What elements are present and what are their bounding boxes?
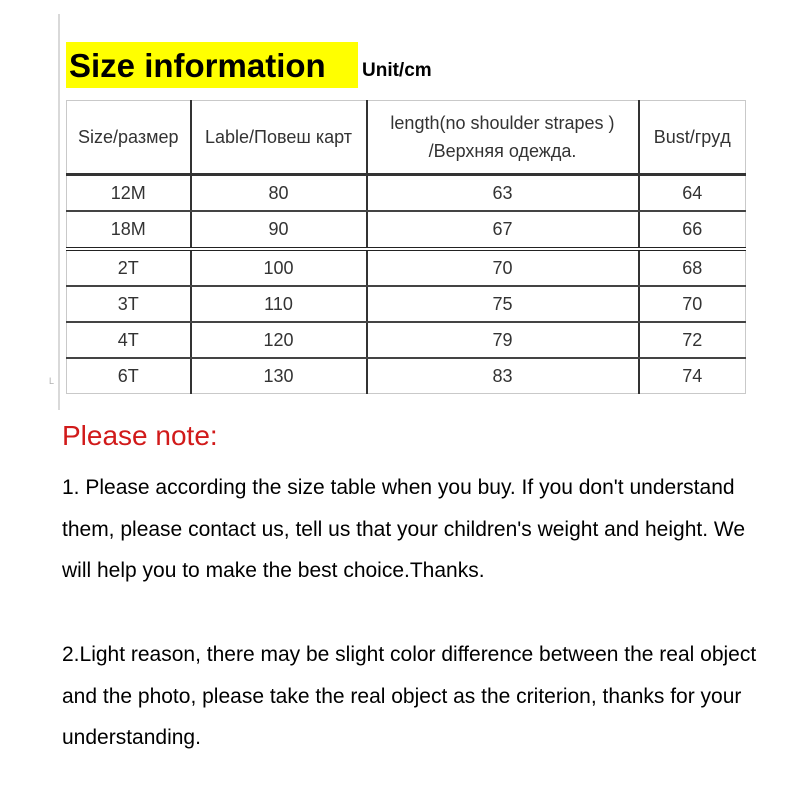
corner-mark: L (49, 376, 55, 386)
cell-size: 6T (67, 358, 191, 393)
table-row (67, 175, 746, 212)
cell-label: 130 (191, 358, 367, 393)
cell-length: 70 (367, 249, 639, 287)
note-paragraph-2: 2.Light reason, there may be slight color difference between the real object and the photo, please take the real object as the criterion, thanks for your understanding. (62, 643, 757, 749)
cell-size: 3T (67, 286, 191, 322)
cell-label: 90 (191, 211, 367, 249)
page-title: Size information (69, 47, 326, 84)
size-table (66, 100, 746, 394)
cell-length: 79 (367, 322, 639, 358)
table-row (67, 358, 746, 393)
cell-bust: 70 (639, 286, 746, 322)
cell-label: 80 (191, 175, 367, 212)
cell-label: 110 (191, 286, 367, 322)
cell-size: 4T (67, 322, 191, 358)
note-heading: Please note: (62, 420, 218, 451)
cell-bust: 68 (639, 249, 746, 287)
cell-length: 83 (367, 358, 639, 393)
unit-label: Unit/cm (362, 60, 432, 81)
table-row (67, 322, 746, 358)
cell-length: 75 (367, 286, 639, 322)
cell-length: 67 (367, 211, 639, 249)
cell-bust: 66 (639, 211, 746, 249)
left-divider (58, 14, 60, 410)
cell-size: 12M (67, 175, 191, 212)
cell-size: 2T (67, 249, 191, 287)
table-row (67, 286, 746, 322)
header-length (367, 101, 639, 175)
cell-bust: 74 (682, 365, 703, 386)
note-paragraph-1: 1. Please according the size table when you buy. If you don't understand them, please contact us, tell us that your children's weight and height. We will help you to make the best choice.Thanks. (62, 476, 746, 582)
header-size: Size/размер (67, 101, 191, 175)
header-length-text: length(no shoulder strapes ) /Верхняя одежда. (390, 113, 615, 161)
cell-label: 120 (191, 322, 367, 358)
cell-bust: 64 (639, 175, 746, 212)
table-row (67, 211, 746, 249)
cell-length: 63 (367, 175, 639, 212)
cell-bust: 72 (639, 322, 746, 358)
cell-label: 100 (191, 249, 367, 287)
header-label: Lable/Повеш карт (191, 101, 367, 175)
table-header-row (67, 101, 746, 175)
cell-size: 18M (67, 211, 191, 249)
table-row (67, 249, 746, 287)
header-bust: Bust/грyд (639, 101, 746, 175)
